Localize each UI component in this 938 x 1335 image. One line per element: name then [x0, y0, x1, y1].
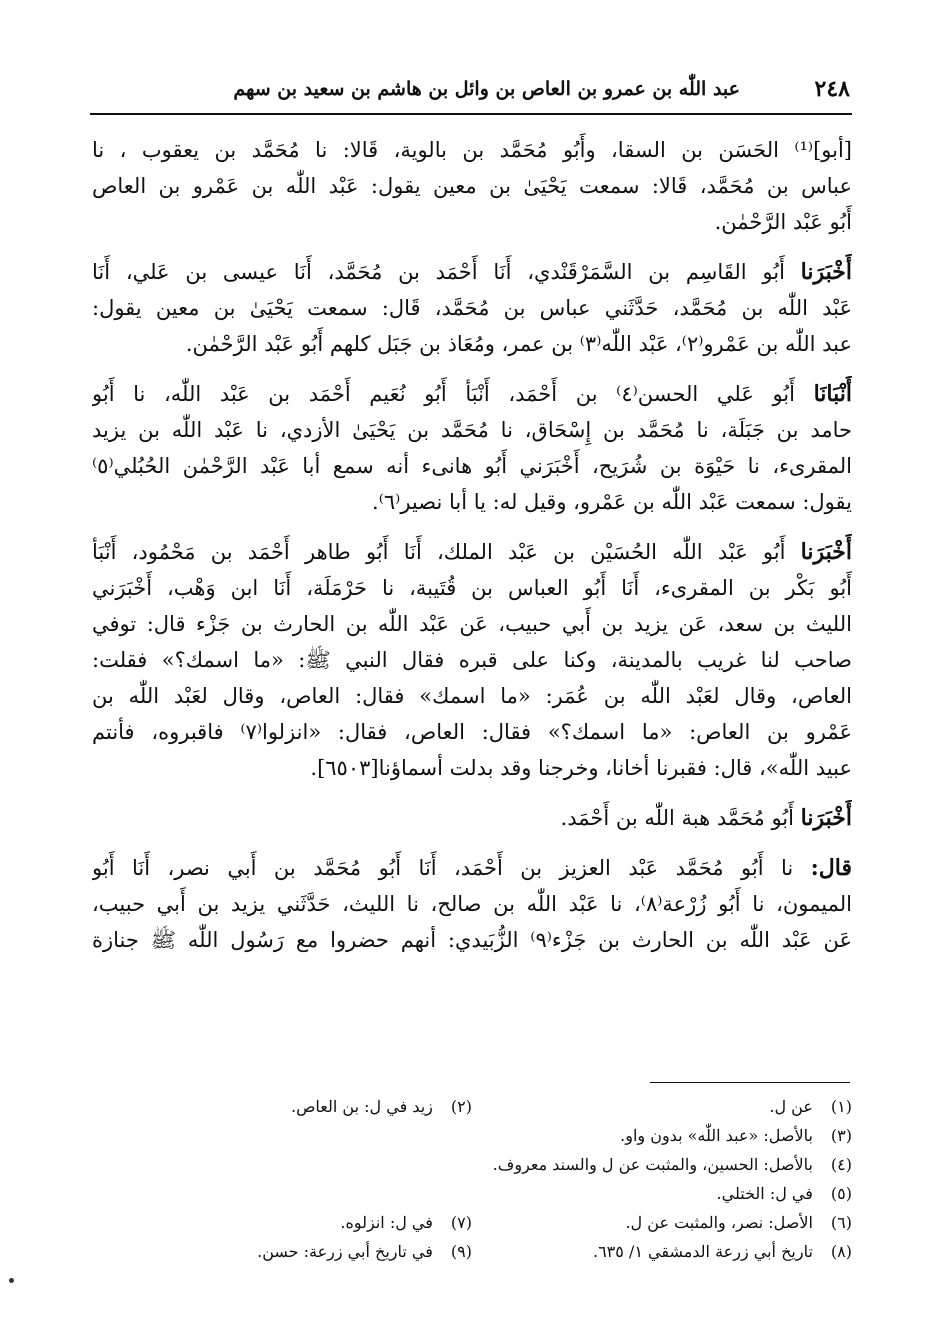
text-line: عبد اللّٰه بن عَمْرو⁽٢⁾، عَبْد اللّٰه⁽٣⁾ بن عمر، ومُعَاذ بن جَبَل كلهم أَبُو عَبْد الرَّحْمٰن. — [185, 332, 852, 356]
footnote-7 — [92, 1208, 472, 1237]
text-line: عَبْد اللّٰه بن مُحَمَّد، حَدَّثَني عباس بن مُحَمَّد، قَال: سمعت يَحْيَىٰ بن معين يقول: — [92, 296, 852, 320]
text-run: أَبُو عَلي الحسن⁽٤⁾ بن أَحْمَد، أَنْبَأ أَبُو نُعَيم أَحْمَد بن عَبْد اللّٰه، نا أَبُو — [92, 382, 814, 406]
text-line: أَبُو بَكْر بن المقرىء، أَنَا أَبُو العباس بن قُتَيبة، نا حَرْمَلَة، أَنَا ابن وَهْب، أَخْبَرَني — [92, 576, 852, 600]
text-run: أَبُو القَاسِم بن السَّمَرْقَنْدي، أَنَا أَحْمَد بن مُحَمَّد، أَنَا عيسى بن عَلي، أَنَا — [92, 260, 801, 284]
footnote-row — [92, 1121, 852, 1150]
text-line: العاص، وقال لعَبْد اللّٰه بن عُمَر: «ما اسمك» فقال: العاص، وقال لعَبْد اللّٰه بن — [92, 684, 852, 708]
footnote-rule — [650, 1082, 850, 1083]
footnote-text: الأصل: نصر، والمثبت عن ل. — [625, 1213, 813, 1232]
footnote-3 — [92, 1121, 852, 1150]
footnote-row — [92, 1237, 852, 1266]
footnote-text: تاريخ أبي زرعة الدمشقي ١/ ٦٣٥. — [592, 1242, 813, 1261]
footnote-8 — [472, 1237, 852, 1266]
footnote-5 — [92, 1179, 852, 1208]
footnote-2 — [92, 1092, 472, 1121]
footnote-number: (٤) — [830, 1155, 852, 1174]
text-line: عباس بن مُحَمَّد، قَالا: سمعت يَحْيَىٰ بن معين يقول: عَبْد اللّٰه بن عَمْرو بن العاص — [92, 174, 852, 198]
text-line: عَمْرو بن العاص: «ما اسمك؟» فقال: العاص، فقال: «انزلوا⁽٧⁾ فاقبروه، فأنتم — [92, 720, 852, 744]
text-line — [92, 534, 852, 570]
footnote-4 — [92, 1150, 852, 1179]
header-rule — [90, 113, 852, 115]
footnote-row — [92, 1179, 852, 1208]
text-line — [92, 254, 852, 290]
text-line: الليث بن سعد، عَن يزيد بن أَبي حبيب، عَن عَبْد اللّٰه بن الحارث بن جَزْء قال: توفي — [92, 612, 852, 636]
paragraph-3 — [92, 376, 852, 520]
footnote-1 — [472, 1092, 852, 1121]
text-line: عَن عَبْد اللّٰه بن الحارث بن جَزْء⁽٩⁾ الزُّبَيدي: أنهم حضروا مع رَسُول اللّٰه ﷺ جنازة — [92, 928, 852, 952]
footnote-number: (٨) — [830, 1242, 852, 1261]
footnote-number: (٣) — [830, 1126, 852, 1145]
text-run: نا أَبُو مُحَمَّد عَبْد العزيز بن أَحْمَد، أَنَا أَبُو مُحَمَّد بن أَبي نصر، أَنَا أَبُو — [92, 856, 811, 880]
lead-word: أَخْبَرَنا — [800, 259, 852, 285]
text-line — [92, 376, 852, 412]
footnotes — [92, 1092, 852, 1266]
text-line — [92, 800, 852, 836]
footnote-number: (١) — [830, 1097, 852, 1116]
footnote-number: (٧) — [450, 1213, 472, 1232]
paragraph-5 — [92, 800, 852, 836]
footnote-number: (٦) — [830, 1213, 852, 1232]
text-line: المقرىء، نا حَيْوَة بن شُرَيح، أَخْبَرَني أَبُو هانىء أنه سمع أبا عَبْد الرَّحْمٰن الحُبُلي⁽٥⁾ — [92, 454, 852, 478]
footnote-text: بالأصل: «عبد اللّٰه» بدون واو. — [620, 1126, 813, 1145]
text-line: يقول: سمعت عَبْد اللّٰه بن عَمْرو، وقيل له: يا أبا نصير⁽٦⁾. — [372, 490, 852, 514]
text-run: أَبُو مُحَمَّد هبة اللّٰه بن أَحْمَد. — [560, 806, 801, 830]
footnote-text: في ل: الختلي. — [716, 1184, 813, 1203]
paragraph-1 — [92, 132, 852, 240]
paragraph-6 — [92, 850, 852, 958]
text-line: صاحب لنا غريب بالمدينة، وكنا على قبره فقال النبي ﷺ: «ما اسمك؟» فقلت: — [92, 648, 852, 672]
lead-word: أَخْبَرَنا — [800, 805, 852, 831]
text-line: أَبُو عَبْد الرَّحْمٰن. — [714, 210, 852, 234]
footnote-text: في تاريخ أبي زرعة: حسن. — [257, 1242, 433, 1261]
paragraph-4 — [92, 534, 852, 786]
footnote-number: (٩) — [450, 1242, 472, 1261]
text-line: عبيد اللّٰه»، قال: فقبرنا أخانا، وخرجنا وقد بدلت أسماؤنا[٦٥٠٣]. — [310, 756, 852, 780]
lead-word: أَخْبَرَنا — [800, 539, 852, 565]
running-title: عبد اللّٰه بن عمرو بن العاص بن وائل بن هاشم بن سعيد بن سهم — [233, 78, 740, 100]
text-line: الميمون، نا أَبُو زُرْعة⁽٨⁾، نا عَبْد اللّٰه بن صالح، نا الليث، حَدَّثَني يزيد بن أَبي حبيب، — [92, 892, 852, 916]
page-number: ٢٤٨ — [814, 76, 850, 102]
footnote-text: عن ل. — [769, 1097, 813, 1116]
lead-word: أَنْبَانَا — [813, 381, 852, 407]
page-header — [90, 72, 850, 112]
main-text — [92, 132, 852, 972]
text-run: أَبُو عَبْد اللّٰه الحُسَيْن بن عَبْد الملك، أَنَا أَبُو طاهر أَحْمَد بن مَحْمُود، أَنْبَأ — [92, 540, 801, 564]
scan-speck — [9, 1278, 14, 1283]
paragraph-2 — [92, 254, 852, 362]
footnote-row — [92, 1150, 852, 1179]
text-line — [92, 850, 852, 886]
lead-word: قال: — [810, 855, 852, 881]
footnote-text: في ل: انزلوه. — [340, 1213, 433, 1232]
footnote-6 — [472, 1208, 852, 1237]
footnote-row — [92, 1092, 852, 1121]
footnote-number: (٢) — [450, 1097, 472, 1116]
footnote-row — [92, 1208, 852, 1237]
footnote-number: (٥) — [830, 1184, 852, 1203]
text-line: حامد بن جَبَلَة، نا مُحَمَّد بن إِسْحَاق، نا مُحَمَّد بن يَحْيَىٰ الأزدي، نا عَبْد اللّٰه بن يزيد — [92, 418, 852, 442]
text-line: [أبو]⁽¹⁾ الحَسَن بن السقا، وأَبُو مُحَمَّد بن بالوية، قَالا: نا مُحَمَّد بن يعقوب ، نا — [92, 138, 852, 162]
footnote-9 — [92, 1237, 472, 1266]
footnote-text: بالأصل: الحسين، والمثبت عن ل والسند معروف. — [492, 1155, 813, 1174]
footnote-text: زيد في ل: بن العاص. — [291, 1097, 433, 1116]
